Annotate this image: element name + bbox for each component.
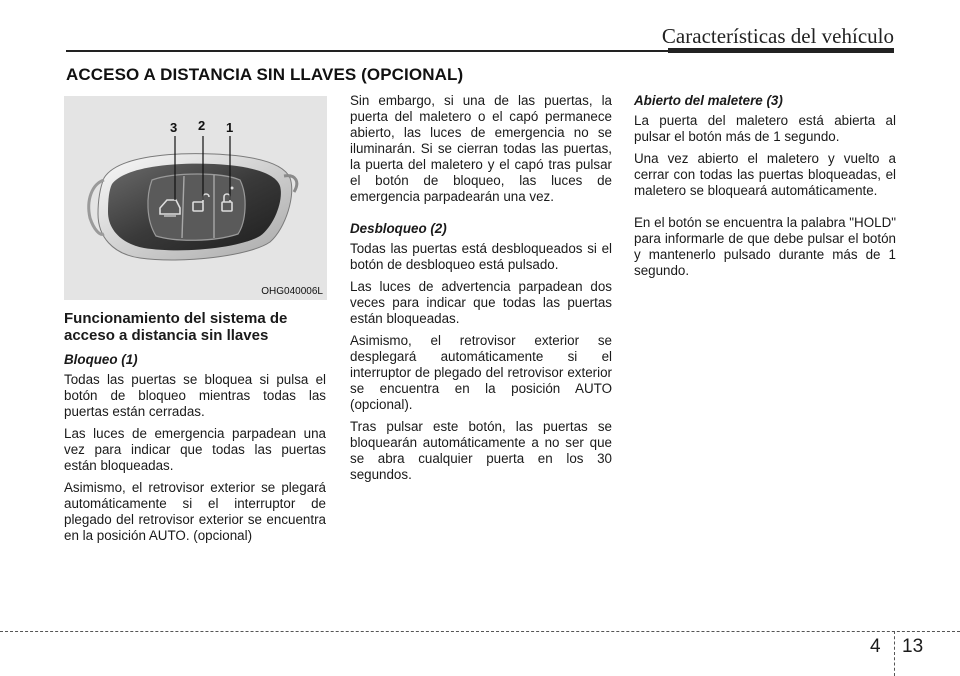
callout-number-2: 2 <box>198 118 206 133</box>
subheading-unlock: Desbloqueo (2) <box>350 221 447 236</box>
column-1 <box>64 310 326 550</box>
paragraph: Las luces de advertencia parpadean dos veces para indicar que todas las puertas están bloqueadas. <box>350 279 612 326</box>
paragraph: Asimismo, el retrovisor exterior se desplegará automáticamente si el interruptor de plegado del retrovisor exterior se encuentra en la posición AUTO (opcional). <box>350 333 612 412</box>
chapter-number: 4 <box>870 636 881 657</box>
key-fob-illustration <box>64 96 327 300</box>
page-number: 13 <box>902 636 924 657</box>
paragraph: Una vez abierto el maletero y vuelto a cerrar con todas las puertas bloqueadas, el maletero se bloqueará automáticamente. <box>634 151 896 198</box>
callout-number-3: 3 <box>170 120 178 135</box>
footer-rule <box>0 631 960 632</box>
section-title: ACCESO A DISTANCIA SIN LLAVES (OPCIONAL) <box>66 65 464 84</box>
paragraph: Las luces de emergencia parpadean una vez para indicar que todas las puertas están bloqueadas. <box>64 426 326 473</box>
paragraph: La puerta del maletero está abierta al pulsar el botón más de 1 segundo. <box>634 113 896 144</box>
subheading-lock: Bloqueo (1) <box>64 352 138 367</box>
paragraph: Sin embargo, si una de las puertas, la puerta del maletero o el capó permanece abierto, las luces de emergencia no se iluminarán. Si se cierran todas las puertas, la puerta del maletero y el capó tras pulsar el botón de bloqueo, las luces de emergencia parpadearán una vez. <box>350 93 612 204</box>
callout-number-1: 1 <box>226 120 234 135</box>
section-heading: Funcionamiento del sistema de acceso a distancia sin llaves <box>64 310 288 344</box>
paragraph: Asimismo, el retrovisor exterior se plegará automáticamente si el interruptor de plegado del retrovisor exterior se encuentra en la posición AUTO. (opcional) <box>64 480 326 543</box>
subheading-trunk: Abierto del maletere (3) <box>634 93 783 108</box>
header-rule-accent <box>668 48 894 53</box>
figure-code: OHG040006L <box>261 286 323 297</box>
page-header-title: Características del vehículo <box>661 24 894 48</box>
footer-divider <box>894 631 895 676</box>
paragraph: Todas las puertas está desbloqueados si el botón de desbloqueo está pulsado. <box>350 241 612 272</box>
key-fob-figure <box>64 96 327 300</box>
paragraph: Tras pulsar este botón, las puertas se bloquearán automáticamente a no ser que se abra cualquier puerta en los 30 segundos. <box>350 419 612 482</box>
paragraph: Todas las puertas se bloquea si pulsa el botón de bloqueo mientras todas las puertas están cerradas. <box>64 372 326 419</box>
column-2 <box>350 93 612 489</box>
paragraph: En el botón se encuentra la palabra "HOLD" para informarle de que debe pulsar el botón y mantenerlo pulsado durante más de 1 segundo. <box>634 215 896 278</box>
column-3 <box>634 93 896 285</box>
